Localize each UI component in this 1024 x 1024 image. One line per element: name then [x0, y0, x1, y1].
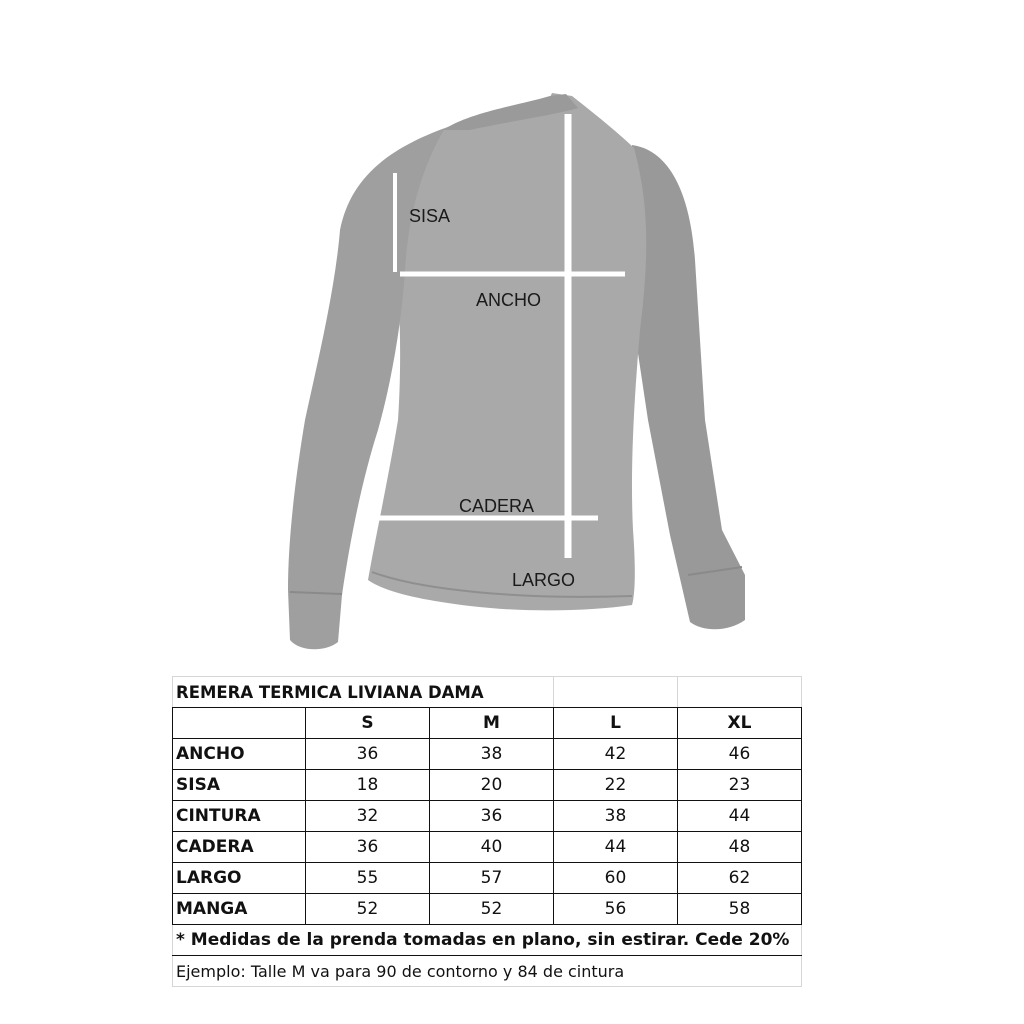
- table-cell: 42: [554, 739, 678, 770]
- table-cell: 36: [306, 739, 430, 770]
- sisa-label: SISA: [409, 206, 451, 226]
- table-cell: 44: [554, 832, 678, 863]
- table-cell: 56: [554, 894, 678, 925]
- size-example: Ejemplo: Talle M va para 90 de contorno y 84 de cintura: [173, 956, 802, 987]
- size-header-row: [173, 708, 802, 739]
- row-label: ANCHO: [173, 739, 306, 770]
- table-cell: 60: [554, 863, 678, 894]
- table-note-row: [173, 925, 802, 956]
- table-row: [173, 801, 802, 832]
- table-row: [173, 832, 802, 863]
- table-cell: 36: [430, 801, 554, 832]
- table-cell: 44: [678, 801, 802, 832]
- table-cell: 23: [678, 770, 802, 801]
- table-cell: 38: [430, 739, 554, 770]
- table-cell: 20: [430, 770, 554, 801]
- row-label: MANGA: [173, 894, 306, 925]
- cadera-label: CADERA: [459, 496, 535, 516]
- table-title-row: [173, 677, 802, 708]
- table-empty-cell: [678, 677, 802, 708]
- size-header-s: S: [306, 708, 430, 739]
- ancho-label: ANCHO: [476, 290, 542, 310]
- table-cell: 52: [430, 894, 554, 925]
- table-cell: 32: [306, 801, 430, 832]
- table-cell: 57: [430, 863, 554, 894]
- table-cell: 36: [306, 832, 430, 863]
- table-cell: 22: [554, 770, 678, 801]
- table-title: REMERA TERMICA LIVIANA DAMA: [173, 677, 554, 708]
- table-cell: 52: [306, 894, 430, 925]
- shirt-right-sleeve: [630, 145, 745, 629]
- row-label: CADERA: [173, 832, 306, 863]
- table-row: [173, 863, 802, 894]
- table-corner-cell: [173, 708, 306, 739]
- row-label: LARGO: [173, 863, 306, 894]
- table-empty-cell: [554, 677, 678, 708]
- table-cell: 40: [430, 832, 554, 863]
- table-cell: 62: [678, 863, 802, 894]
- table-cell: 48: [678, 832, 802, 863]
- largo-label: LARGO: [512, 570, 576, 590]
- table-cell: 58: [678, 894, 802, 925]
- measurement-note: * Medidas de la prenda tomadas en plano, sin estirar. Cede 20%: [173, 925, 802, 956]
- table-cell: 38: [554, 801, 678, 832]
- size-header-xl: XL: [678, 708, 802, 739]
- table-cell: 18: [306, 770, 430, 801]
- size-header-m: M: [430, 708, 554, 739]
- table-row: [173, 894, 802, 925]
- row-label: CINTURA: [173, 801, 306, 832]
- table-cell: 46: [678, 739, 802, 770]
- table-example-row: [173, 956, 802, 987]
- table-row: [173, 739, 802, 770]
- row-label: SISA: [173, 770, 306, 801]
- size-table: [172, 676, 802, 987]
- table-row: [173, 770, 802, 801]
- size-header-l: L: [554, 708, 678, 739]
- table-cell: 55: [306, 863, 430, 894]
